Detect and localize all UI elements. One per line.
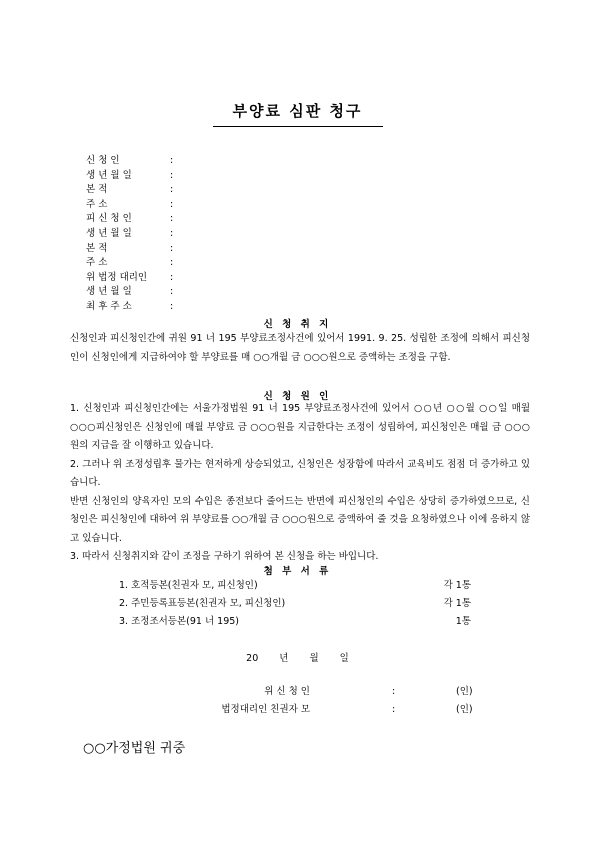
attachments-heading: 첨 부 서 류 (263, 566, 332, 577)
attachment-name: 1. 호적등본(친권자 모, 피신청인) (119, 580, 258, 591)
party-row (86, 227, 180, 242)
attachment-item (119, 595, 471, 613)
reasons-paragraph: 2. 그러나 위 조정성립후 물가는 현저하게 상승되었고, 신청인은 성장함에 따라서 교육비도 점점 더 증가하고 있습니다. (70, 458, 530, 488)
party-colon: : (170, 169, 174, 181)
party-colon: : (170, 242, 174, 254)
party-row (86, 169, 180, 184)
attachment-item (119, 613, 471, 631)
attachment-count: 각 1통 (443, 598, 471, 609)
filing-date: 20 년 월 일 (246, 653, 349, 664)
title-underline (213, 126, 383, 127)
party-row (86, 300, 180, 315)
party-row (86, 183, 180, 198)
party-label: 생 년 월 일 (86, 169, 132, 181)
party-row (86, 285, 180, 300)
signature-row (0, 701, 595, 719)
party-label: 주 소 (86, 257, 108, 269)
party-colon: : (170, 155, 174, 166)
attachment-item (119, 577, 471, 595)
reasons-text (70, 400, 530, 567)
party-colon: : (170, 271, 174, 283)
party-label: 피 신 청 인 (86, 213, 132, 225)
party-colon: : (170, 198, 174, 210)
party-label: 신 청 인 (86, 155, 120, 166)
party-colon: : (170, 286, 174, 298)
party-info-list (86, 154, 180, 315)
party-row (86, 256, 180, 271)
attachment-name: 2. 주민등록표등본(친권자 모, 피신청인) (119, 598, 286, 609)
signature-colon: : (392, 704, 396, 715)
party-label: 본 적 (86, 184, 108, 196)
attachment-count: 각 1통 (443, 580, 471, 591)
seal-mark: (인) (456, 704, 473, 715)
attachment-name: 3. 조정조서등본(91 너 195) (119, 616, 239, 627)
party-row (86, 212, 180, 227)
signature-label: 법정대리인 친권자 모 (221, 704, 310, 715)
seal-mark: (인) (456, 686, 473, 697)
signature-label: 위 신 청 인 (264, 686, 310, 697)
party-label: 최 후 주 소 (86, 300, 132, 312)
signature-colon: : (392, 686, 396, 697)
party-colon: : (170, 227, 174, 239)
party-label: 생 년 월 일 (86, 286, 132, 298)
signature-row (0, 683, 595, 701)
party-colon: : (170, 300, 174, 312)
reasons-paragraph: 반면 신청인의 양육자인 모의 수입은 종전보다 줄어드는 반면에 피신청인의 수입은 상당히 증가하였으므로, 신청인은 피신청인에 대하여 위 부양료를 ○○개월 금 ○○○원으로 증액하여 줄 것을 요청하였으나 이에 응하지 않고 있습니다. (70, 495, 530, 544)
party-colon: : (170, 213, 174, 225)
party-colon: : (170, 257, 174, 269)
party-colon: : (170, 184, 174, 196)
reasons-paragraph: 1. 신청인과 피신청인간에는 서울가정법원 91 너 195 부양료조정사건에 있어서 ○○년 ○○월 ○○일 매월 ○○○피신청인은 신청인에 매월 부양료 금 ○○○원을 지급한다는 조정이 성립하여, 피신청인은 매월 금 ○○○원의 지급을 잘 이행하고 있습니다. (70, 403, 530, 451)
purpose-paragraph: 신청인과 피신청인간에 귀원 91 너 195 부양료조정사건에 있어서 1991. 9. 25. 성립한 조정에 의해서 피신청인이 신청인에게 지급하여야 할 부양료를 매 ○○개월 금 ○○○원으로 증액하는 조정을 구함. (70, 333, 530, 363)
party-label: 주 소 (86, 198, 108, 210)
party-label: 위 법정 대리인 (86, 271, 148, 283)
document-title: 부양료 심판 청구 (232, 102, 363, 120)
purpose-text (70, 330, 530, 367)
party-row (86, 198, 180, 213)
party-row (86, 242, 180, 257)
reasons-heading: 신 청 원 인 (263, 391, 332, 402)
party-label: 생 년 월 일 (86, 227, 132, 239)
court-addressee: ○○가정법원 귀중 (83, 741, 186, 756)
party-label: 본 적 (86, 242, 108, 254)
attachment-count: 1통 (455, 616, 471, 627)
purpose-heading: 신 청 취 지 (263, 319, 332, 330)
party-row (86, 271, 180, 286)
reasons-paragraph: 3. 따라서 신청취지와 같이 조정을 구하기 위하여 본 신청을 하는 바입니다. (70, 551, 379, 562)
party-row (86, 154, 180, 169)
